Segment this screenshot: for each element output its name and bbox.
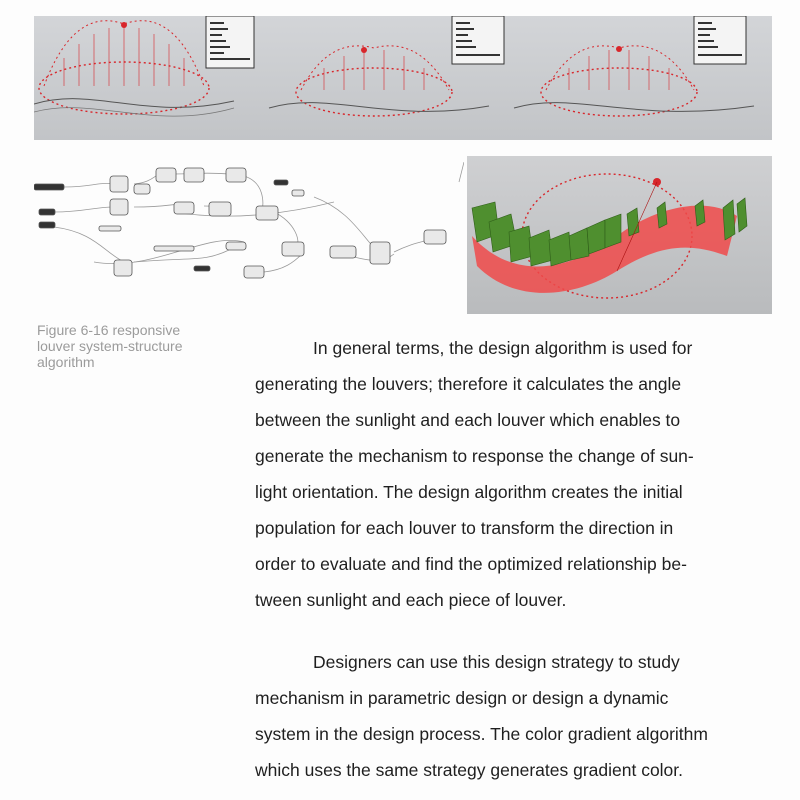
dome-rendering-1 (34, 21, 234, 116)
louver-rendering (467, 156, 772, 314)
paragraph-1-line: between the sunlight and each louver which enables to (255, 410, 681, 430)
algorithm-node-graph (34, 162, 464, 312)
paragraph-2-line: which uses the same strategy generates gradient color. (255, 760, 684, 780)
paragraph-1-line: light orientation. The design algorithm creates the initial (255, 482, 683, 502)
figure-caption (37, 322, 237, 370)
dome-renderings (34, 16, 772, 140)
paragraph-1-line: generate the mechanism to response the change of sun- (255, 446, 694, 466)
paragraph-gap (255, 618, 775, 644)
paragraph-2-line: system in the design process. The color gradient algorithm (255, 724, 708, 744)
paragraph-1-line: population for each louver to transform the direction in (255, 518, 674, 538)
paragraph-1-line: generating the louvers; therefore it calculates the angle (255, 374, 682, 394)
caption-line: Figure 6-16 responsive (37, 322, 181, 338)
body-text (255, 330, 775, 788)
paragraph-1-line: order to evaluate and find the optimized relationship be- (255, 554, 687, 574)
caption-line: algorithm (37, 354, 95, 370)
paragraph-1-line: tween sunlight and each piece of louver. (255, 590, 567, 610)
top-viewport-strip (34, 16, 772, 140)
paragraph-1-line: In general terms, the design algorithm is used for (313, 338, 693, 358)
paragraph-2-line: mechanism in parametric design or design a dynamic (255, 688, 669, 708)
paragraph-2-line: Designers can use this design strategy to study (313, 652, 680, 672)
caption-line: louver system-structure (37, 338, 183, 354)
louver-rendering-graphic (467, 156, 772, 314)
